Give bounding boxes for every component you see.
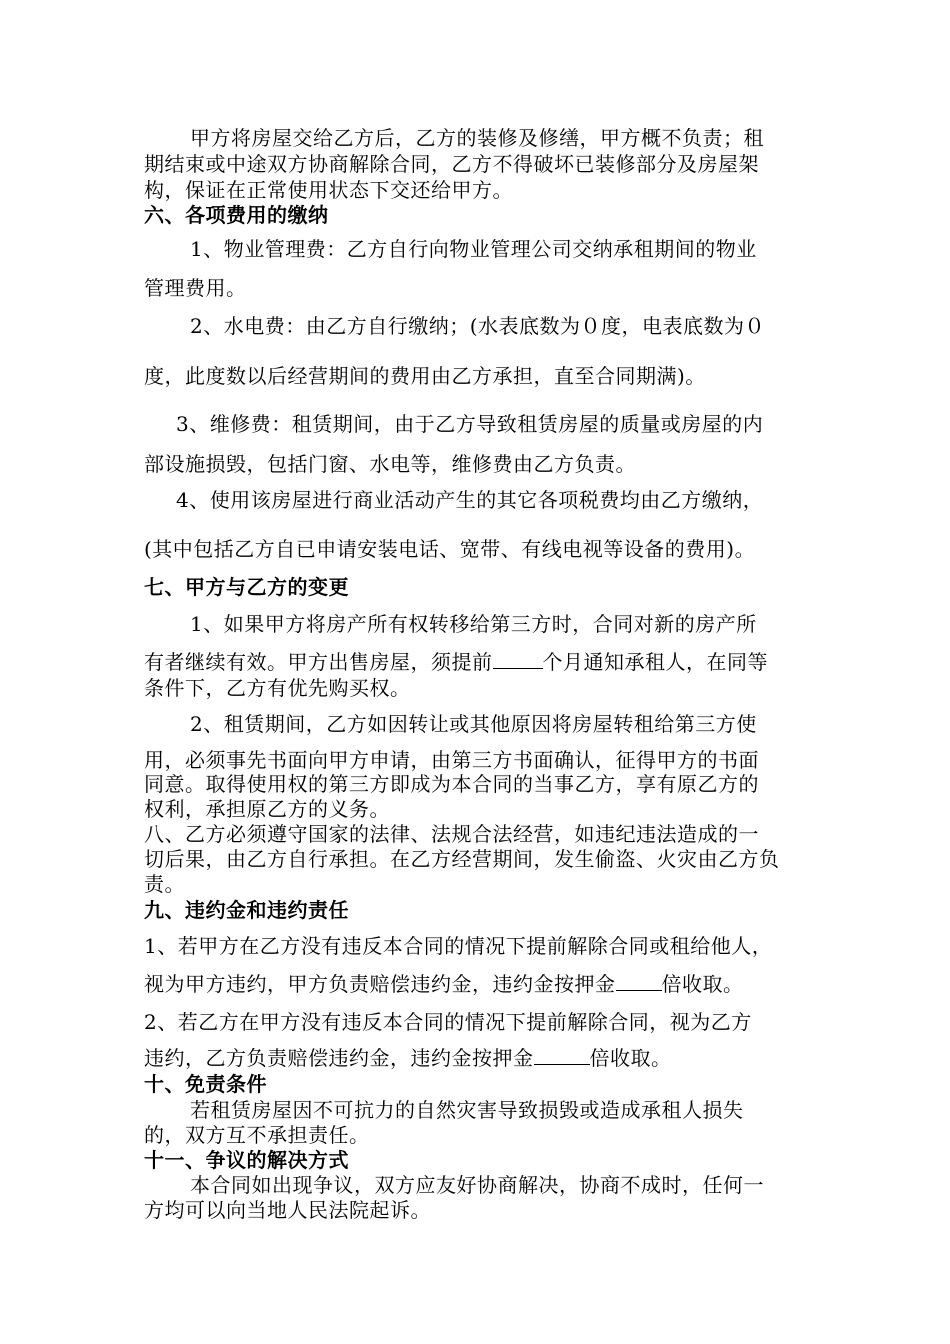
paragraph-line: 度，此度数以后经营期间的费用由乙方承担，直至合同期满)。 xyxy=(144,364,706,388)
section-heading: 六、各项费用的缴纳 xyxy=(144,203,329,227)
paragraph-line: 3、维修费：租赁期间，由于乙方导致租赁房屋的质量或房屋的内 xyxy=(176,412,764,436)
paragraph-line: 若租赁房屋因不可抗力的自然灾害导致损毁或造成承租人损失 xyxy=(190,1098,744,1122)
paragraph-line: 方均可以向当地人民法院起诉。 xyxy=(144,1198,431,1222)
fill-in-blank xyxy=(616,972,662,991)
paragraph-line: (其中包括乙方自已申请安装电话、宽带、有线电视等设备的费用)。 xyxy=(144,537,756,561)
line-text: 倍收取。 xyxy=(661,972,744,996)
paragraph-line xyxy=(144,972,744,996)
section-heading: 十一、争议的解决方式 xyxy=(144,1148,349,1172)
paragraph-line: 管理费用。 xyxy=(144,276,247,300)
section-heading: 九、违约金和违约责任 xyxy=(144,898,349,922)
paragraph-line: 2、租赁期间，乙方如因转让或其他原因将房屋转租给第三方使 xyxy=(190,712,757,736)
paragraph-line xyxy=(144,1046,672,1070)
paragraph-line: 条件下，乙方有优先购买权。 xyxy=(144,676,411,700)
paragraph-line: 同意。取得使用权的第三方即成为本合同的当事乙方，享有原乙方的 xyxy=(144,772,759,796)
line-text: 有者继续有效。甲方出售房屋，须提前 xyxy=(144,650,493,674)
paragraph-line: 1、若甲方在乙方没有违反本合同的情况下提前解除合同或租给他人， xyxy=(144,934,773,958)
paragraph-line: 切后果，由乙方自行承担。在乙方经营期间，发生偷盗、火灾由乙方负 xyxy=(144,847,780,871)
paragraph-line: 用，必须事先书面向甲方申请，由第三方书面确认，征得甲方的书面 xyxy=(144,748,759,772)
paragraph-line: 2、若乙方在甲方没有违反本合同的情况下提前解除合同，视为乙方 xyxy=(144,1010,752,1034)
paragraph-line: 的，双方互不承担责任。 xyxy=(144,1123,370,1147)
paragraph-line: 责。 xyxy=(144,872,185,896)
fill-in-blank xyxy=(534,1046,590,1065)
line-text: 视为甲方违约，甲方负责赔偿违约金，违约金按押金 xyxy=(144,972,616,996)
paragraph-line: 甲方将房屋交给乙方后，乙方的装修及修缮，甲方概不负责；租 xyxy=(190,126,764,150)
section-heading: 七、甲方与乙方的变更 xyxy=(144,575,349,599)
section-heading: 八、乙方必须遵守国家的法律、法规合法经营，如违纪违法造成的一 xyxy=(144,822,759,846)
paragraph-line: 权利，承担原乙方的义务。 xyxy=(144,797,390,821)
line-text: 倍收取。 xyxy=(589,1046,672,1070)
fill-in-blank xyxy=(493,650,543,669)
paragraph-line: 构，保证在正常使用状态下交还给甲方。 xyxy=(144,178,513,202)
section-heading: 十、免责条件 xyxy=(144,1072,267,1096)
paragraph-line: 4、使用该房屋进行商业活动产生的其它各项税费均由乙方缴纳， xyxy=(176,488,764,512)
paragraph-line: 期结束或中途双方协商解除合同，乙方不得破坏已装修部分及房屋架 xyxy=(144,152,759,176)
paragraph-line: 本合同如出现争议，双方应友好协商解决，协商不成时，任何一 xyxy=(190,1173,764,1197)
paragraph-line: 部设施损毁，包括门窗、水电等，维修费由乙方负责。 xyxy=(144,452,636,476)
line-text: 违约，乙方负责赔偿违约金，违约金按押金 xyxy=(144,1046,534,1070)
line-text: 个月通知承租人，在同等 xyxy=(542,650,768,674)
paragraph-line: 2、水电费：由乙方自行缴纳；(水表底数为０度，电表底数为０ xyxy=(190,314,766,338)
paragraph-line: 1、物业管理费：乙方自行向物业管理公司交纳承租期间的物业 xyxy=(190,237,757,261)
paragraph-line xyxy=(144,650,768,674)
paragraph-line: 1、如果甲方将房产所有权转移给第三方时，合同对新的房产所 xyxy=(190,612,757,636)
